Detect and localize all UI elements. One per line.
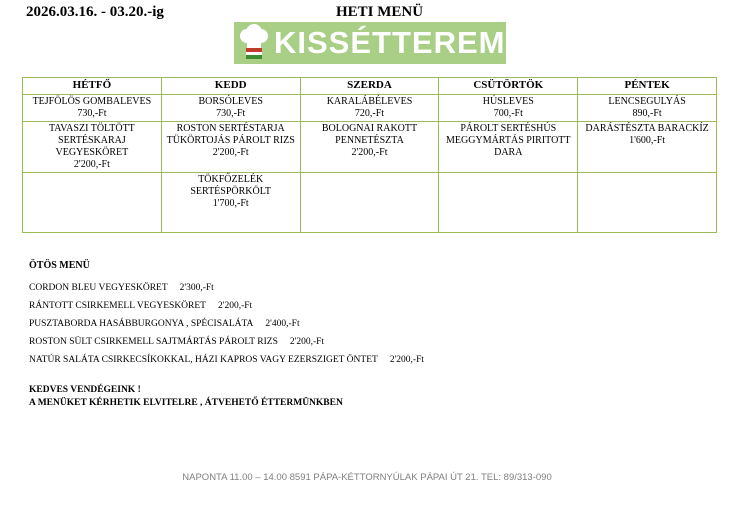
menu-cell [23,122,162,173]
dish-name: ROSTON SERTÉSTARJA TÜKÖRTOJÁS PÁROLT RIZS [166,123,295,146]
dish-name: BORSÓLEVES [198,96,263,107]
list-item [29,315,424,333]
offer-price: 2'300,-Ft [179,283,214,293]
menu-cell [161,95,300,122]
offer-price: 2'200,-Ft [389,355,425,365]
dish-price: 700,-Ft [493,108,523,119]
dish-price: 2'200,-Ft [73,159,110,170]
day-header-row [23,78,717,95]
day-header-wednesday: SZERDA [300,78,439,95]
dish-name: TAVASZI TÖLTÖTT SERTÉSKARAJ VEGYESKÖRET [49,123,135,158]
dish-price: 1'600,-Ft [629,135,666,146]
offer-name: PUSZTABORDA HASÁBBURGONYA , SPÉCISALÁTA [29,319,254,329]
date-range: 2026.03.16. - 03.20.-ig [26,4,164,20]
dish-price: 890,-Ft [632,108,662,119]
chef-hat-icon [234,22,274,64]
dish-price: 1'700,-Ft [212,198,249,209]
menu-cell [300,122,439,173]
menu-cell [23,173,162,233]
notice-line-1: KEDVES VENDÉGEINK ! [29,385,141,395]
menu-cell [161,173,300,233]
list-item [29,279,424,297]
list-item [29,351,424,369]
day-header-tuesday: KEDD [161,78,300,95]
footer-contact: NAPONTA 11.00 – 14.00 8591 PÁPA-KÉTTORNYÚLAK PÁPAI ÚT 21. TEL: 89/313-090 [182,472,552,483]
dish-price: 2'200,-Ft [351,147,388,158]
table-row-extras [23,173,717,233]
logo-brand-text: KISSÉTTEREM [274,25,506,60]
notice-line-2: A MENÜKET KÉRHETIK ELVITELRE , ÁTVEHETŐ ÉTTERMÜNKBEN [29,398,343,408]
list-item [29,333,424,351]
offer-name: CORDON BLEU VEGYESKÖRET [29,283,168,293]
five-menu-section [29,260,424,369]
menu-cell [161,122,300,173]
dish-name: DARÁSTÉSZTA BARACKÍZ [585,123,709,134]
dish-name: HÚSLEVES [482,96,534,107]
dish-name: BOLOGNAI RAKOTT PENNETÉSZTA [321,123,418,146]
day-header-friday: PÉNTEK [578,78,717,95]
offer-name: RÁNTOTT CSIRKEMELL VEGYESKÖRET [29,301,206,311]
restaurant-logo [234,22,506,64]
menu-cell [439,95,578,122]
five-menu-title: ÖTÖS MENÜ [29,260,90,271]
menu-cell [578,173,717,233]
dish-name: KARALÁBÉLEVES [326,96,413,107]
list-item [29,297,424,315]
dish-price: 2'200,-Ft [212,147,249,158]
day-header-thursday: CSÜTÖRTÖK [439,78,578,95]
menu-cell [578,122,717,173]
dish-price: 730,-Ft [216,108,246,119]
dish-name: TEJFÖLÖS GOMBALEVES [32,96,152,107]
page-title: HETI MENÜ [336,4,424,20]
guest-notice [29,384,343,410]
table-row-soups [23,95,717,122]
menu-cell [578,95,717,122]
dish-name: LENCSEGULYÁS [608,96,686,107]
menu-cell [439,122,578,173]
menu-cell [23,95,162,122]
offer-price: 2'200,-Ft [217,301,253,311]
menu-cell [439,173,578,233]
offer-price: 2'400,-Ft [265,319,300,329]
menu-cell [300,173,439,233]
day-header-monday: HÉTFŐ [23,78,162,95]
offer-name: NATÚR SALÁTA CSIRKECSÍKOKKAL, HÁZI KAPROS VAGY EZERSZIGET ÖNTET [29,355,378,365]
menu-cell [300,95,439,122]
dish-price: 730,-Ft [77,108,107,119]
table-row-mains [23,122,717,173]
dish-name: TÖKFŐZELÉK SERTÉSPÖRKÖLT [190,174,272,197]
dish-price: 720,-Ft [354,108,385,119]
weekly-menu-table [22,77,717,233]
offer-name: ROSTON SÜLT CSIRKEMELL SAJTMÁRTÁS PÁROLT RIZS [29,337,278,347]
dish-name: PÁROLT SERTÉSHÚS MEGGYMÁRTÁS PIRITOTT DARA [446,123,571,158]
offer-price: 2'200,-Ft [289,337,325,347]
